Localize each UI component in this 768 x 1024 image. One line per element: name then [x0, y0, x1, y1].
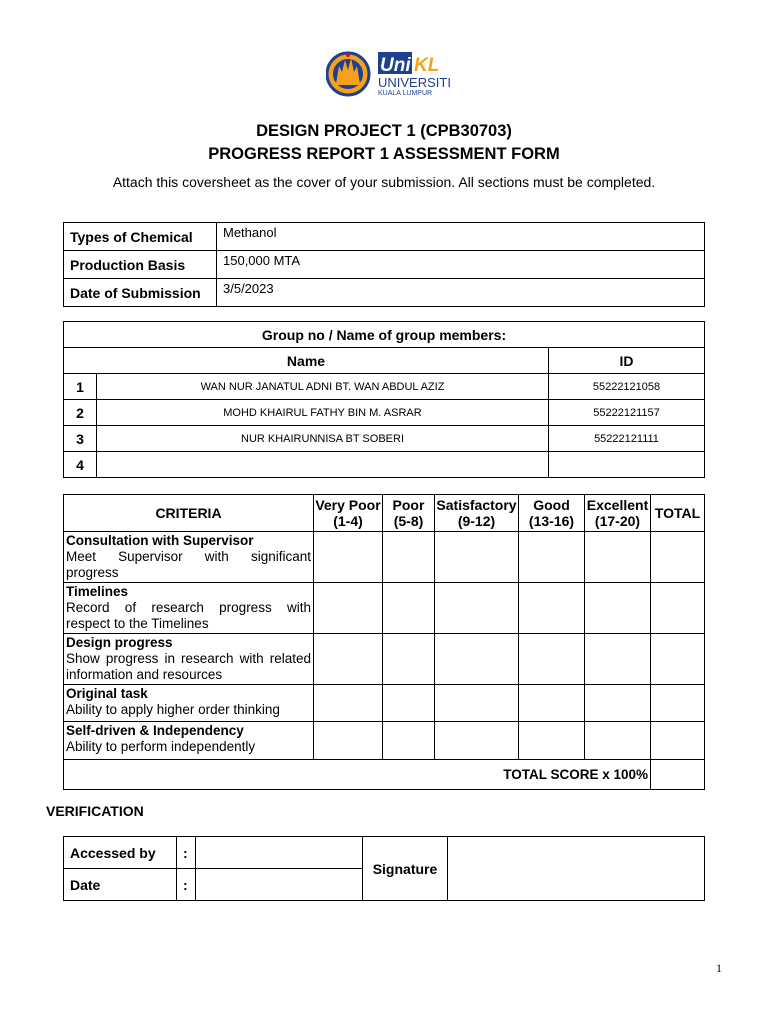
criteria-cell	[64, 532, 314, 583]
criteria-cell	[64, 583, 314, 634]
brand-line2: KUALA LUMPUR	[378, 90, 433, 97]
header-criteria: CRITERIA	[64, 495, 314, 532]
score-cell-excellent[interactable]	[585, 722, 651, 760]
title-line-2: PROGRESS REPORT 1 ASSESSMENT FORM	[208, 145, 560, 163]
header-satisfactory-label: Satisfactory	[436, 497, 517, 513]
score-cell-total[interactable]	[651, 685, 705, 722]
score-cell-poor[interactable]	[383, 634, 435, 685]
brand-uni: Uni	[380, 55, 411, 76]
member-row	[64, 452, 705, 478]
title-line-1: DESIGN PROJECT 1 (CPB30703)	[256, 122, 512, 140]
criteria-title: Design progress	[66, 635, 173, 650]
header-good-label: Good	[533, 497, 570, 513]
score-cell-very-poor[interactable]	[314, 583, 383, 634]
column-header-id: ID	[549, 348, 705, 374]
score-cell-very-poor[interactable]	[314, 532, 383, 583]
score-cell-satisfactory[interactable]	[435, 583, 519, 634]
header-excellent-range: (17-20)	[594, 513, 641, 529]
info-label: Date of Submission	[64, 279, 217, 307]
info-value[interactable]: Methanol	[217, 223, 705, 251]
score-cell-good[interactable]	[519, 634, 585, 685]
accessed-by-field[interactable]	[196, 837, 363, 869]
member-number: 1	[64, 374, 97, 400]
column-header-name: Name	[64, 348, 549, 374]
criteria-description: Meet Supervisor with significant	[66, 549, 311, 564]
header-good-range: (13-16)	[528, 513, 575, 529]
brand-line1: UNIVERSITI	[378, 75, 451, 90]
criteria-description: Ability to apply higher order thinking	[66, 702, 280, 717]
member-number: 3	[64, 426, 97, 452]
member-number: 4	[64, 452, 97, 478]
score-cell-excellent[interactable]	[585, 583, 651, 634]
instruction-text: Attach this coversheet as the cover of your submission. All sections must be completed.	[112, 174, 656, 190]
score-cell-very-poor[interactable]	[314, 634, 383, 685]
page-number: 1	[716, 961, 722, 975]
info-row	[64, 251, 705, 279]
info-label: Production Basis	[64, 251, 217, 279]
criteria-title: Self-driven & Independency	[66, 723, 244, 738]
criteria-title: Timelines	[66, 584, 129, 599]
colon: :	[177, 837, 196, 869]
member-id[interactable]	[549, 452, 705, 478]
header-excellent-label: Excellent	[586, 497, 649, 513]
criteria-row	[64, 685, 705, 722]
info-row	[64, 223, 705, 251]
brand-kl: KL	[414, 55, 440, 76]
score-cell-poor[interactable]	[383, 583, 435, 634]
total-score-row	[64, 760, 705, 790]
score-cell-total[interactable]	[651, 722, 705, 760]
date-label: Date	[64, 869, 177, 901]
score-cell-satisfactory[interactable]	[435, 532, 519, 583]
score-cell-satisfactory[interactable]	[435, 685, 519, 722]
criteria-description: Ability to perform independently	[66, 739, 256, 754]
score-cell-good[interactable]	[519, 685, 585, 722]
score-cell-satisfactory[interactable]	[435, 634, 519, 685]
score-cell-poor[interactable]	[383, 532, 435, 583]
score-cell-excellent[interactable]	[585, 634, 651, 685]
member-id[interactable]: 55222121157	[549, 400, 705, 426]
score-cell-good[interactable]	[519, 583, 585, 634]
criteria-row	[64, 634, 705, 685]
unikl-logo	[326, 44, 456, 104]
header-poor-label: Poor	[392, 497, 425, 513]
date-field[interactable]	[196, 869, 363, 901]
score-cell-poor[interactable]	[383, 722, 435, 760]
total-score-label: TOTAL SCORE x 100%	[64, 760, 651, 790]
criteria-title: Consultation with Supervisor	[66, 533, 254, 548]
project-info-table	[63, 222, 705, 307]
header-total: TOTAL	[651, 495, 705, 532]
accessed-by-label: Accessed by	[64, 837, 177, 869]
member-name[interactable]: MOHD KHAIRUL FATHY BIN M. ASRAR	[97, 400, 549, 426]
signature-label: Signature	[363, 837, 448, 901]
criteria-row	[64, 722, 705, 760]
criteria-row	[64, 532, 705, 583]
member-row	[64, 426, 705, 452]
criteria-title: Original task	[66, 686, 148, 701]
verification-table	[63, 836, 705, 901]
member-name[interactable]: WAN NUR JANATUL ADNI BT. WAN ABDUL AZIZ	[97, 374, 549, 400]
total-score-cell[interactable]	[651, 760, 705, 790]
group-heading: Group no / Name of group members:	[64, 322, 705, 348]
header-very-poor-label: Very Poor	[315, 497, 381, 513]
criteria-description-cont: progress	[66, 565, 119, 580]
score-cell-good[interactable]	[519, 532, 585, 583]
score-cell-excellent[interactable]	[585, 532, 651, 583]
signature-field[interactable]	[448, 837, 705, 901]
header-very-poor-range: (1-4)	[333, 513, 363, 529]
score-cell-total[interactable]	[651, 634, 705, 685]
group-members-table	[63, 321, 705, 478]
score-cell-good[interactable]	[519, 722, 585, 760]
header-satisfactory	[435, 495, 519, 532]
score-cell-satisfactory[interactable]	[435, 722, 519, 760]
criteria-description-cont: respect to the Timelines	[66, 616, 209, 631]
criteria-description: Record of research progress with	[66, 600, 311, 615]
member-row	[64, 400, 705, 426]
assessment-criteria-table	[63, 494, 705, 790]
score-cell-very-poor[interactable]	[314, 722, 383, 760]
member-id[interactable]: 55222121058	[549, 374, 705, 400]
header-poor	[383, 495, 435, 532]
member-name[interactable]	[97, 452, 549, 478]
member-number: 2	[64, 400, 97, 426]
header-excellent	[585, 495, 651, 532]
score-cell-excellent[interactable]	[585, 685, 651, 722]
colon: :	[177, 869, 196, 901]
header-good	[519, 495, 585, 532]
member-id[interactable]: 55222121111	[549, 426, 705, 452]
criteria-cell	[64, 634, 314, 685]
score-cell-poor[interactable]	[383, 685, 435, 722]
member-row	[64, 374, 705, 400]
criteria-row	[64, 583, 705, 634]
member-name[interactable]: NUR KHAIRUNNISA BT SOBERI	[97, 426, 549, 452]
header-poor-range: (5-8)	[393, 513, 424, 529]
score-cell-very-poor[interactable]	[314, 685, 383, 722]
verification-heading: VERIFICATION	[46, 803, 144, 819]
info-value[interactable]: 3/5/2023	[217, 279, 705, 307]
criteria-description: Show progress in research with related	[66, 651, 311, 666]
header-very-poor	[314, 495, 383, 532]
info-row	[64, 279, 705, 307]
criteria-cell	[64, 685, 314, 722]
score-cell-total[interactable]	[651, 583, 705, 634]
crest-icon	[327, 53, 369, 95]
info-value[interactable]: 150,000 MTA	[217, 251, 705, 279]
header-satisfactory-range: (9-12)	[457, 513, 496, 529]
criteria-cell	[64, 722, 314, 760]
info-label: Types of Chemical	[64, 223, 217, 251]
criteria-description-cont: information and resources	[66, 667, 223, 682]
score-cell-total[interactable]	[651, 532, 705, 583]
